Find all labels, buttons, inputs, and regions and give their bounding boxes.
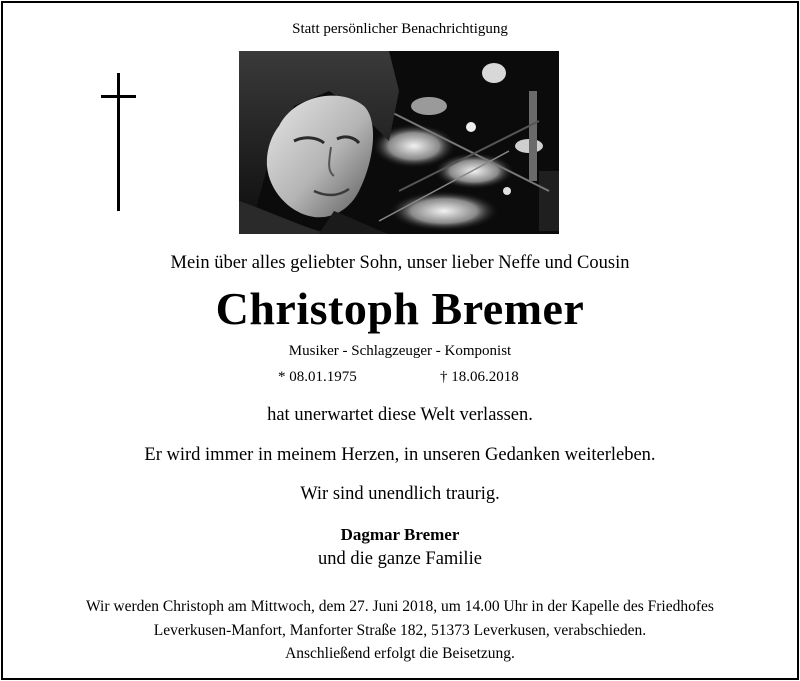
text-line-3: Wir sind unendlich traurig. (300, 484, 500, 504)
funeral-line-2: Leverkusen-Manfort, Manforter Straße 182, 51373 Leverkusen, verabschieden. (153, 622, 647, 639)
text-line-1: hat unerwartet diese Welt verlassen. (267, 405, 533, 425)
signature-name: Dagmar Bremer (340, 525, 460, 544)
header-text: Statt persönlicher Benachrichtigung (292, 21, 508, 37)
funeral-line-1: Wir werden Christoph am Mittwoch, dem 27. Juni 2018, um 14.00 Uhr in der Kapelle des Friedhofes (86, 598, 714, 615)
profession-text: Musiker - Schlagzeuger - Komponist (288, 343, 512, 359)
deceased-name: Christoph Bremer (215, 283, 585, 334)
death-date: † 18.06.2018 (440, 369, 519, 385)
funeral-line-3: Anschließend erfolgt die Beisetzung. (285, 645, 515, 662)
intro-text: Mein über alles geliebter Sohn, unser lieber Neffe und Cousin (170, 253, 630, 273)
birth-date: * 08.01.1975 (278, 369, 357, 385)
portrait-photo (239, 51, 559, 234)
text-line-2: Er wird immer in meinem Herzen, in unseren Gedanken weiterleben. (144, 445, 656, 465)
cross-icon (101, 73, 137, 211)
signature-family: und die ganze Familie (318, 549, 482, 569)
